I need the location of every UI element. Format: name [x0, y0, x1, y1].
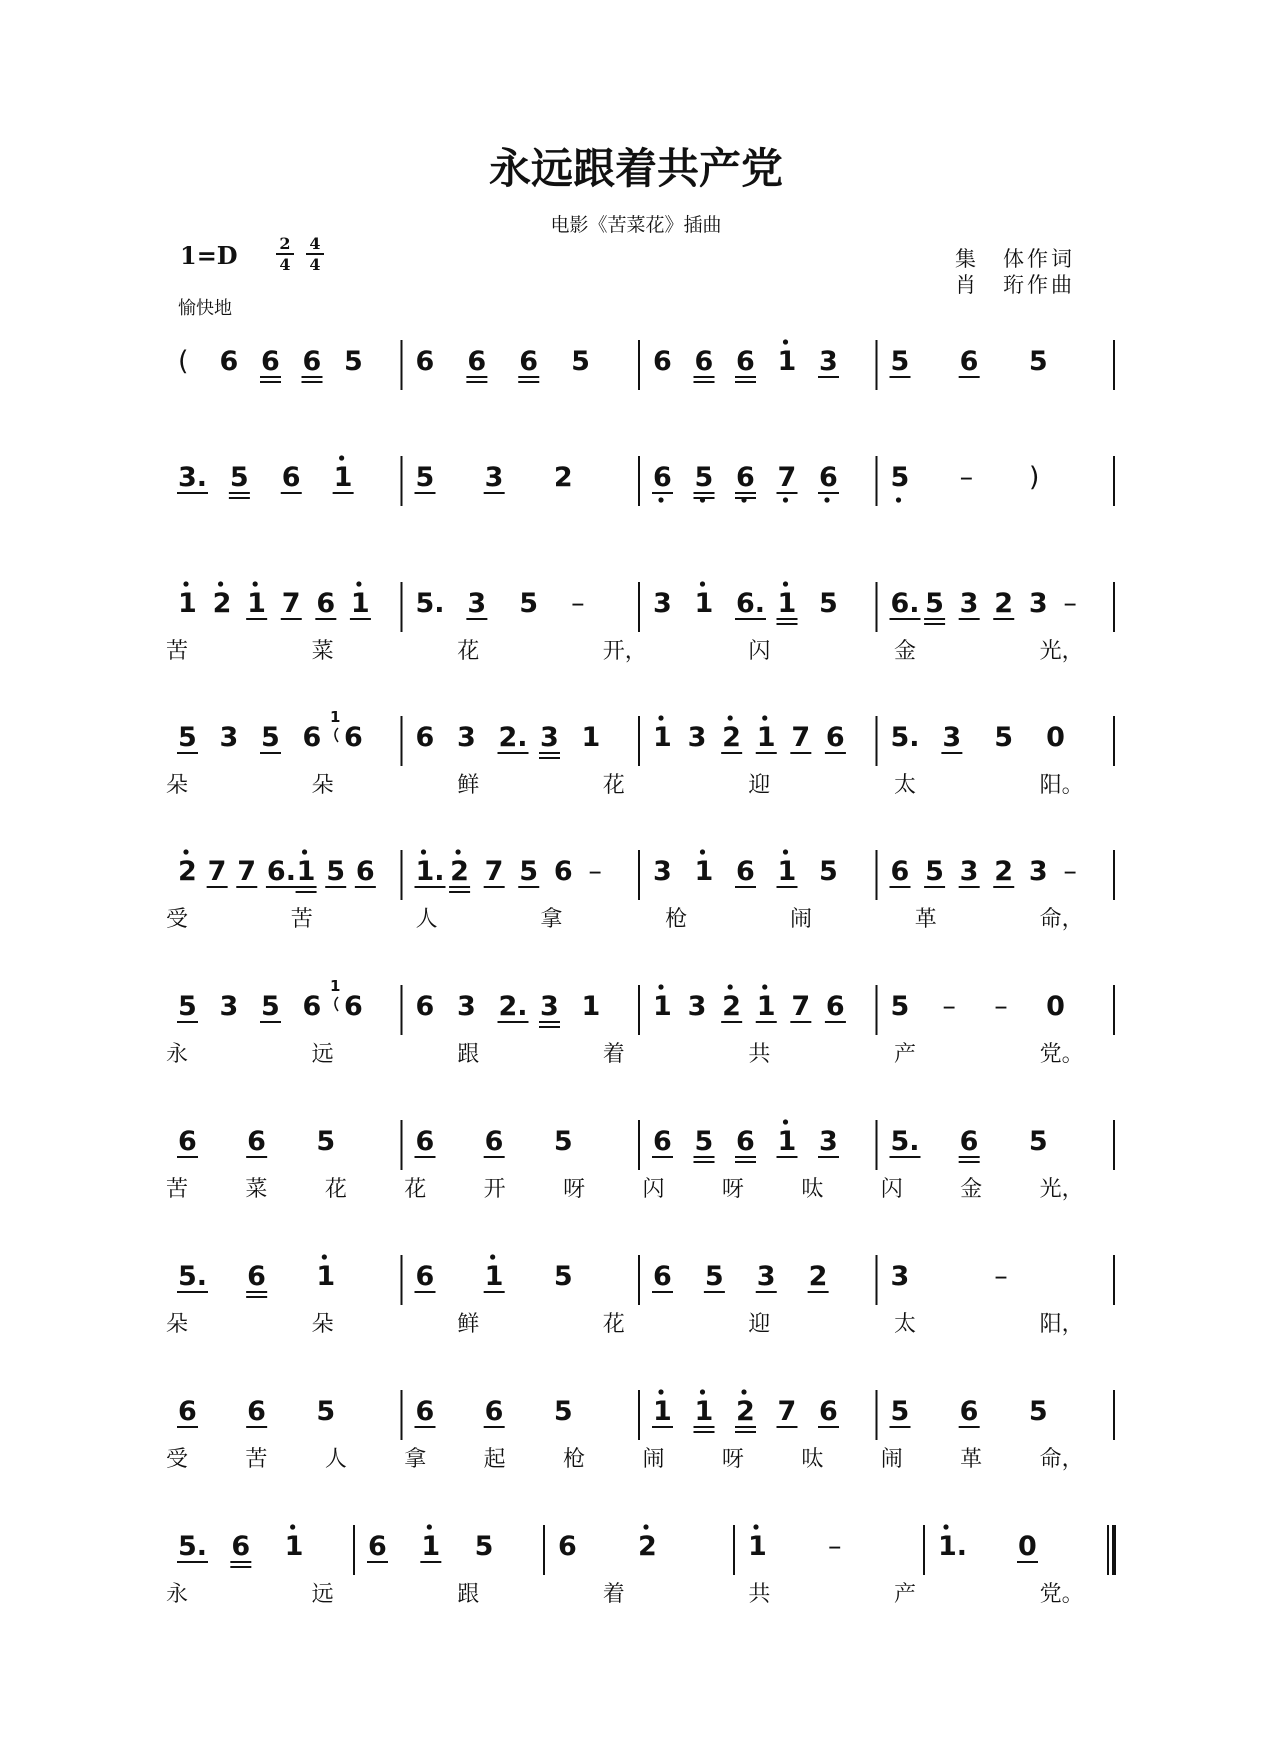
lyric-syllable: 呀	[721, 1177, 744, 1202]
note-digit: 7	[791, 991, 811, 1022]
note-digit: 1	[694, 588, 714, 619]
parenthesis: )	[1028, 462, 1040, 493]
note-digit: 6	[178, 1126, 197, 1157]
note-digit: 3	[540, 991, 559, 1022]
note-digit: 3	[756, 1261, 776, 1292]
note-digit: 2	[994, 588, 1014, 619]
note-digit: 1	[484, 1261, 504, 1292]
parenthesis: (	[178, 346, 189, 377]
note-digit: 6	[415, 1261, 435, 1292]
octave-high-dot	[783, 1119, 788, 1124]
note-digit: 3	[819, 1126, 838, 1157]
note-digit: 1	[247, 588, 266, 619]
lyric-syllable: 革	[914, 907, 937, 932]
lyric-syllable: 产	[894, 1582, 917, 1607]
note-digit: 5	[819, 588, 838, 619]
note-digit: 6	[415, 722, 435, 753]
note-digit: 6	[247, 1261, 266, 1292]
note-digit: 1	[777, 1126, 797, 1157]
note-digit: 5	[553, 1396, 573, 1427]
note-digit: 5	[261, 991, 280, 1022]
note-digit: 6	[415, 991, 435, 1022]
lyric-syllable: 花	[404, 1177, 427, 1202]
octave-high-dot	[643, 1524, 648, 1529]
song-subtitle: 电影《苦菜花》插曲	[550, 214, 722, 236]
note-digit: 1	[694, 1396, 714, 1427]
octave-high-dot	[658, 1389, 663, 1394]
lyric-syllable: 永	[166, 1042, 189, 1067]
note-digit: 1.	[415, 856, 445, 887]
lyric-syllable: 苦	[166, 639, 189, 664]
octave-low-dot	[896, 497, 901, 502]
time-signature-top: 4	[309, 234, 321, 253]
note-digit: 5	[178, 991, 197, 1022]
lyric-syllable: 光，	[1039, 1177, 1084, 1202]
lyric-syllable: 受	[166, 1447, 189, 1472]
note-digit: 3	[959, 588, 979, 619]
lyric-syllable: 光，	[1039, 639, 1084, 664]
octave-high-dot	[302, 849, 307, 854]
lyric-syllable: 苦	[290, 907, 313, 932]
note-digit: 6	[467, 346, 487, 377]
lyric-syllable: 远	[311, 1582, 334, 1607]
note-digit: 6	[302, 991, 322, 1022]
note-digit: 0	[1046, 991, 1065, 1022]
note-digit: 6	[558, 1531, 577, 1562]
dash-extension: –	[994, 1261, 1008, 1292]
octave-high-dot	[783, 339, 788, 344]
octave-high-dot	[658, 715, 663, 720]
octave-high-dot	[421, 849, 426, 854]
note-digit: 6	[653, 1126, 672, 1157]
note-digit: 5	[571, 346, 590, 377]
lyric-syllable: 花	[457, 639, 480, 664]
note-digit: 6	[344, 991, 363, 1022]
lyric-syllable: 受	[166, 907, 189, 932]
note-digit: 3	[687, 722, 707, 753]
note-digit: 6.	[736, 588, 766, 619]
note-digit: 3	[959, 856, 979, 887]
note-digit: 3	[457, 722, 476, 753]
note-digit: 3	[687, 991, 707, 1022]
note-digit: 6	[694, 346, 714, 377]
key-signature: 1=D	[180, 241, 238, 270]
note-digit: 2	[212, 588, 232, 619]
time-signature-bottom: 4	[279, 255, 291, 274]
note-digit: 1	[581, 722, 601, 753]
lyric-syllable: 朵	[311, 773, 334, 798]
note-digit: 5	[519, 856, 539, 887]
note-digit: 3	[1028, 856, 1048, 887]
lyric-syllable: 菜	[311, 639, 334, 664]
dash-extension: –	[828, 1531, 842, 1562]
lyric-syllable: 呔	[801, 1177, 824, 1202]
note-digit: 1.	[938, 1531, 968, 1562]
note-digit: 2.	[498, 991, 528, 1022]
note-digit: 1	[756, 722, 776, 753]
octave-low-dot	[783, 497, 788, 502]
note-digit: 5.	[890, 722, 920, 753]
lyric-syllable: 金	[960, 1177, 983, 1202]
note-digit: 6	[736, 346, 755, 377]
note-digit: 6	[825, 722, 845, 753]
dash-extension: –	[1063, 856, 1077, 887]
note-digit: 1	[284, 1531, 304, 1562]
lyric-syllable: 枪	[665, 907, 688, 932]
note-digit: 7	[777, 462, 797, 493]
note-digit: 5	[890, 462, 910, 493]
dash-extension: –	[959, 462, 974, 493]
note-digit: 6.	[890, 588, 920, 619]
note-digit: 5	[1028, 1396, 1048, 1427]
dash-extension: –	[942, 991, 956, 1022]
lyric-syllable: 闹	[642, 1447, 665, 1472]
note-digit: 6	[484, 1396, 504, 1427]
octave-high-dot	[783, 581, 788, 586]
note-digit: 1	[756, 991, 776, 1022]
note-digit: 1	[296, 856, 316, 887]
note-digit: 6	[247, 1126, 266, 1157]
time-signature-top: 2	[279, 234, 291, 253]
note-digit: 6	[415, 346, 435, 377]
note-digit: 2	[553, 462, 573, 493]
lyricist-credit: 集 体作词	[955, 247, 1075, 271]
note-digit: 5	[553, 1126, 573, 1157]
octave-high-dot	[753, 1524, 758, 1529]
octave-high-dot	[762, 715, 767, 720]
lyric-syllable: 跟	[457, 1042, 480, 1067]
lyric-syllable: 共	[748, 1582, 771, 1607]
lyric-syllable: 鲜	[457, 1312, 480, 1337]
lyric-syllable: 呀	[721, 1447, 744, 1472]
lyric-syllable: 产	[894, 1042, 917, 1067]
note-digit: 6	[316, 588, 336, 619]
note-digit: 2	[178, 856, 197, 887]
note-digit: 1	[694, 856, 714, 887]
lyric-syllable: 党。	[1039, 1042, 1084, 1067]
lyric-syllable: 闹	[790, 907, 813, 932]
lyric-syllable: 命，	[1039, 1447, 1084, 1472]
note-digit: 6	[219, 346, 239, 377]
lyric-syllable: 花	[602, 1312, 625, 1337]
note-digit: 6	[368, 1531, 387, 1562]
note-digit: 6	[231, 1531, 251, 1562]
note-digit: 6	[736, 1126, 755, 1157]
note-digit: 7	[237, 856, 257, 887]
octave-high-dot	[700, 849, 705, 854]
note-digit: 6	[736, 462, 755, 493]
grace-slur	[335, 728, 338, 742]
note-digit: 2.	[498, 722, 528, 753]
note-digit: 6	[344, 722, 363, 753]
octave-high-dot	[356, 581, 361, 586]
note-digit: 1	[333, 462, 353, 493]
lyric-syllable: 太	[894, 773, 917, 798]
note-digit: 5	[326, 856, 346, 887]
lyric-syllable: 革	[960, 1447, 983, 1472]
note-digit: 5	[704, 1261, 724, 1292]
note-digit: 7	[484, 856, 504, 887]
note-digit: 5	[519, 588, 539, 619]
lyric-syllable: 开，	[602, 639, 647, 664]
note-digit: 5	[415, 462, 435, 493]
note-digit: 2	[638, 1531, 657, 1562]
lyric-syllable: 太	[894, 1312, 917, 1337]
lyric-syllable: 闪	[880, 1177, 903, 1202]
note-digit: 6	[247, 1396, 266, 1427]
octave-high-dot	[762, 984, 767, 989]
lyric-syllable: 闪	[642, 1177, 665, 1202]
octave-high-dot	[728, 984, 733, 989]
note-digit: 1	[581, 991, 601, 1022]
note-digit: 3	[653, 588, 672, 619]
note-digit: 7	[791, 722, 811, 753]
note-digit: 1	[748, 1531, 767, 1562]
grace-note: 1	[330, 977, 341, 995]
lyric-syllable: 闪	[748, 639, 771, 664]
note-digit: 5.	[415, 588, 445, 619]
note-digit: 5	[694, 1126, 714, 1157]
note-digit: 6	[890, 856, 910, 887]
note-digit: 6	[819, 462, 838, 493]
note-digit: 6.	[266, 856, 296, 887]
note-digit: 6	[653, 346, 672, 377]
lyric-syllable: 金	[894, 639, 917, 664]
note-digit: 3	[1028, 588, 1048, 619]
note-digit: 5	[890, 346, 910, 377]
lyric-syllable: 着	[602, 1042, 625, 1067]
note-digit: 5	[1028, 346, 1048, 377]
lyric-syllable: 人	[415, 907, 438, 932]
octave-high-dot	[455, 849, 460, 854]
lyric-syllable: 闹	[880, 1447, 903, 1472]
note-digit: 5	[344, 346, 363, 377]
note-digit: 5.	[890, 1126, 920, 1157]
note-digit: 5	[261, 722, 280, 753]
grace-note: 1	[330, 708, 341, 726]
note-digit: 3	[890, 1261, 910, 1292]
note-digit: 3	[653, 856, 672, 887]
octave-low-dot	[658, 497, 663, 502]
note-digit: 1	[653, 1396, 672, 1427]
lyric-syllable: 朵	[311, 1312, 334, 1337]
lyric-syllable: 起	[483, 1447, 506, 1472]
lyric-syllable: 跟	[457, 1582, 480, 1607]
octave-high-dot	[218, 581, 223, 586]
octave-low-dot	[824, 497, 829, 502]
note-digit: 6	[415, 1396, 435, 1427]
note-digit: 5	[553, 1261, 573, 1292]
note-digit: 6	[959, 1396, 979, 1427]
dash-extension: –	[571, 588, 585, 619]
octave-high-dot	[783, 849, 788, 854]
note-digit: 1	[777, 588, 797, 619]
lyric-syllable: 开	[483, 1177, 506, 1202]
note-digit: 5	[316, 1396, 336, 1427]
note-digit: 3	[484, 462, 504, 493]
tempo-marking: 愉快地	[178, 298, 232, 319]
note-digit: 3	[219, 991, 239, 1022]
song-title: 永远跟着共产党	[488, 144, 783, 193]
octave-high-dot	[943, 1524, 948, 1529]
lyric-syllable: 呀	[563, 1177, 586, 1202]
octave-high-dot	[741, 1389, 746, 1394]
lyric-syllable: 人	[324, 1447, 347, 1472]
lyric-syllable: 苦	[245, 1447, 268, 1472]
lyric-syllable: 朵	[166, 773, 189, 798]
note-digit: 6	[653, 1261, 672, 1292]
note-digit: 6	[355, 856, 375, 887]
note-digit: 6	[736, 856, 755, 887]
octave-high-dot	[290, 1524, 295, 1529]
note-digit: 5.	[178, 1531, 208, 1562]
lyric-syllable: 迎	[748, 1312, 771, 1337]
lyric-syllable: 菜	[245, 1177, 268, 1202]
note-digit: 3	[942, 722, 962, 753]
note-digit: 1	[316, 1261, 336, 1292]
lyric-syllable: 命，	[1039, 907, 1084, 932]
note-digit: 6	[302, 346, 322, 377]
note-digit: 5	[925, 588, 944, 619]
octave-high-dot	[427, 1524, 432, 1529]
note-digit: 6	[178, 1396, 197, 1427]
note-digit: 6	[261, 346, 280, 377]
lyric-syllable: 苦	[166, 1177, 189, 1202]
note-digit: 6	[415, 1126, 435, 1157]
note-digit: 1	[178, 588, 197, 619]
lyric-syllable: 迎	[748, 773, 771, 798]
lyric-syllable: 阳，	[1039, 1312, 1084, 1337]
note-digit: 5	[890, 991, 910, 1022]
note-digit: 3	[219, 722, 239, 753]
octave-high-dot	[700, 1389, 705, 1394]
lyric-syllable: 拿	[540, 907, 563, 932]
dash-extension: –	[588, 856, 602, 887]
note-digit: 5	[994, 722, 1014, 753]
lyric-syllable: 拿	[404, 1447, 427, 1472]
note-digit: 6	[825, 991, 845, 1022]
grace-slur	[335, 997, 338, 1011]
lyric-syllable: 永	[166, 1582, 189, 1607]
octave-high-dot	[183, 849, 188, 854]
note-digit: 5	[178, 722, 197, 753]
note-digit: 5	[229, 462, 249, 493]
note-digit: 5	[316, 1126, 336, 1157]
note-digit: 3.	[178, 462, 208, 493]
octave-high-dot	[658, 984, 663, 989]
note-digit: 5	[694, 462, 714, 493]
lyric-syllable: 花	[324, 1177, 347, 1202]
lyric-syllable: 着	[602, 1582, 625, 1607]
note-digit: 6	[653, 462, 672, 493]
composer-credit: 肖 珩作曲	[955, 273, 1075, 297]
lyric-syllable: 阳。	[1039, 773, 1084, 798]
note-digit: 2	[736, 1396, 755, 1427]
note-digit: 6	[819, 1396, 838, 1427]
lyric-syllable: 鲜	[457, 773, 480, 798]
note-digit: 2	[722, 991, 741, 1022]
note-digit: 3	[819, 346, 838, 377]
note-digit: 2	[450, 856, 469, 887]
lyric-syllable: 共	[748, 1042, 771, 1067]
note-digit: 7	[207, 856, 227, 887]
note-digit: 1	[653, 722, 672, 753]
note-digit: 1	[777, 346, 797, 377]
note-digit: 2	[994, 856, 1014, 887]
note-digit: 5	[819, 856, 838, 887]
octave-high-dot	[322, 1254, 327, 1259]
note-digit: 1	[777, 856, 797, 887]
dash-extension: –	[994, 991, 1008, 1022]
note-digit: 1	[350, 588, 370, 619]
note-digit: 5	[925, 856, 944, 887]
note-digit: 0	[1018, 1531, 1037, 1562]
octave-high-dot	[183, 581, 188, 586]
note-digit: 1	[421, 1531, 441, 1562]
note-digit: 5	[474, 1531, 494, 1562]
note-digit: 1	[653, 991, 672, 1022]
note-digit: 6	[553, 856, 573, 887]
note-digit: 3	[457, 991, 476, 1022]
note-digit: 3	[467, 588, 487, 619]
note-digit: 6	[484, 1126, 504, 1157]
note-digit: 5	[1028, 1126, 1048, 1157]
note-digit: 6	[302, 722, 322, 753]
lyric-syllable: 枪	[563, 1447, 586, 1472]
note-digit: 6	[959, 346, 979, 377]
note-digit: 6	[959, 1126, 979, 1157]
dash-extension: –	[1063, 588, 1077, 619]
octave-high-dot	[700, 581, 705, 586]
octave-high-dot	[490, 1254, 495, 1259]
octave-high-dot	[253, 581, 258, 586]
note-digit: 7	[777, 1396, 797, 1427]
note-digit: 3	[540, 722, 559, 753]
lyric-syllable: 党。	[1039, 1582, 1084, 1607]
note-digit: 5	[890, 1396, 910, 1427]
note-digit: 7	[281, 588, 301, 619]
note-digit: 2	[808, 1261, 828, 1292]
time-signature-bottom: 4	[309, 255, 321, 274]
octave-high-dot	[339, 455, 344, 460]
octave-high-dot	[728, 715, 733, 720]
note-digit: 6	[519, 346, 539, 377]
lyric-syllable: 朵	[166, 1312, 189, 1337]
note-digit: 6	[281, 462, 301, 493]
note-digit: 5.	[178, 1261, 208, 1292]
lyric-syllable: 呔	[801, 1447, 824, 1472]
lyric-syllable: 花	[602, 773, 625, 798]
lyric-syllable: 远	[311, 1042, 334, 1067]
note-digit: 0	[1046, 722, 1065, 753]
note-digit: 2	[722, 722, 741, 753]
